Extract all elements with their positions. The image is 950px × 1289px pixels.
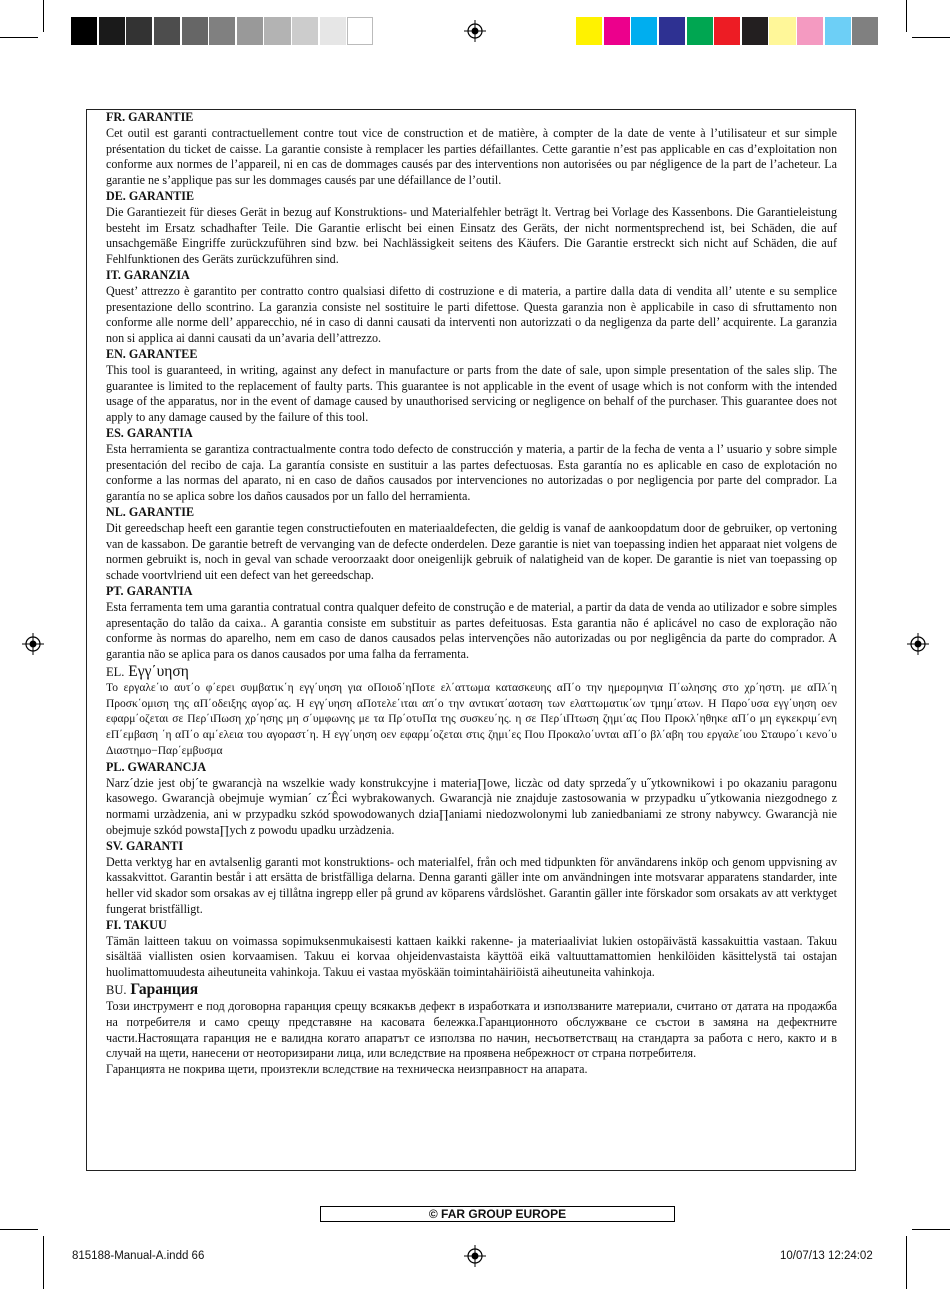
section-title-pt: PT. GARANTIA	[106, 583, 193, 598]
crop-mark-top-right-v	[906, 0, 907, 32]
slug-file-info: 815188-Manual-A.indd 66	[72, 1250, 205, 1262]
color-swatch	[604, 17, 630, 45]
color-swatch	[769, 17, 795, 45]
warranty-text	[106, 110, 837, 1078]
section-title-fr: FR. GARANTIE	[106, 110, 194, 124]
section-prefix-bu: BU.	[106, 983, 127, 998]
registration-mark-bottom-icon	[464, 1245, 486, 1267]
section-heading-el: Εγγ΄υηση	[128, 662, 189, 680]
color-swatch	[825, 17, 851, 45]
section-text-el: Το εργαλε΄ιο αυτ΄ο φ΄ερει συμβατικ΄η εγγ΄υηση για οΠοιοδ΄ηΠοτε ελ΄αττωμα κατασκευης αΠ΄ο την ημερομηνια Π΄ωλησης στο χρ΄ηστη. με αΠλ΄η Προσκ΄ομιση της αΠ΄οδειξης αγορ΄ας. Η εγγ΄υηση αΠοτελε΄ιται απ΄ο την αντικατ΄αοταση των ελαττωματικ΄ων τμημ΄ατων. Η Παρο΄υσα εγγ΄υηση οεν εφαρμ΄οζεται σε Περ΄ιΠωση χρ΄ησης μη σ΄υμφωνης με τα Πρ΄οτυΠα της συσκευ΄ης. η σε Περ΄ιΠτωση ζημι΄ας Που Προκλ΄ηθηκε αΠ΄ο μη εγκεκριμ΄ενη εΠ΄εμβαση ΄η αΠ΄ο αμ΄ελεια του αγοραστ΄η. Η εγγ΄υηση οεν εφαρμ΄οζεται στις ζημι΄ες Που Προκαλο΄υνται αΠ΄ο βλ΄αβη του εργαλε΄ιου Σταυρο΄ι κενο΄υ Διαστημο−Παρ΄εμβυσμα	[106, 681, 837, 758]
section-title-en: EN. GARANTEE	[106, 346, 198, 361]
grayscale-swatch	[154, 17, 180, 45]
section-text-fr: Cet outil est garanti contractuellement contre tout vice de construction et de matière, à compter de la date de vente à l’utilisateur et sur simple présentation du ticket de caisse. La garantie consiste à remplacer les parties défaillantes. Cette garantie n’est pas applicable en cas d’exploitation non conforme aux normes de l’appareil, ni en cas de dommages causés par des interventions non autorisées ou par négligence de la part de l’acheteur. La garantie ne s’applique pas sur les dommages causés par une défaillance de l’outil.	[106, 125, 837, 188]
section-text-bu: Този инструмент е под договорна гаранция срещу всякакъв дефект в изработката и използваните материали, считано от датата на продажба на потребителя и само срещу представяне на касовата бележка.Гаранционното обслужване се състои в замяна на дефектните части.Настоящата гаранция не е валидна когато апаратът се използва по начин, несъответстващ на стандарта за работа с него, както и в случай на щети, нанесени от неоторизирани лица, или вследствие на проявена небрежност от страна потребителя.	[106, 999, 837, 1061]
color-swatch	[797, 17, 823, 45]
section-text2-bu: Гаранцията не покрива щети, произтекли вследствие на техническа неизправност на апарата.	[106, 1062, 588, 1077]
color-swatch	[576, 17, 602, 45]
section-text-en: This tool is guaranteed, in writing, against any defect in manufacture or parts from the date of sale, upon simple presentation of the sales slip. The guarantee is limited to the replacement of faulty parts. This guarantee is not applicable in the event of usage which is not conform with the intended usage of the apparatus, nor in the event of damage caused by unauthorised servicing or negligence on behalf of the purchaser. This guarantee does not apply to any damage caused by the failure of this tool.	[106, 362, 837, 425]
section-title-pl: PL. GWARANCJA	[106, 759, 207, 774]
section-text-sv: Detta verktyg har en avtalsenlig garanti mot konstruktions- och materialfel, från och med tidpunkten för användarens inköp och genom uppvisning av kassakvittot. Garantin består i att ersätta de bristfälliga delarna. Denna garanti gäller inte om användningen inte motsvarar apparatens standarder, inte heller vid skador som orsakas av ej tillåtna ingrepp eller på grund av köparens vårdslöshet. Garantin gäller inte förskador som orsakats av att verktyget fungerat bristfälligt.	[106, 854, 837, 917]
grayscale-swatch	[99, 17, 125, 45]
registration-mark-left-icon	[22, 633, 44, 655]
section-text-de: Die Garantiezeit für dieses Gerät in bezug auf Konstruktions- und Materialfehler beträgt lt. Vertrag bei Vorlage des Kassenbons. Die Garantieleistung besteht im Ersatz schadhafter Teile. Die Garantie erlischt bei einen Einsatz des Geräts, der nicht normentsprechend ist, bei Schäden, die auf unsachgemäße Eingriffe zurückzuführen sind bzw. bei Nachlässigkeit seitens des Käufers. Die Garantie erstreckt sich nicht auf Schäden, die auf Fehlfunktionen des Geräts zurückzuführen sind.	[106, 204, 837, 267]
grayscale-swatch	[292, 17, 318, 45]
color-swatch	[659, 17, 685, 45]
crop-mark-bottom-left-h	[0, 1229, 38, 1230]
color-swatch	[687, 17, 713, 45]
registration-mark-right-icon	[907, 633, 929, 655]
section-text-fi: Tämän laitteen takuu on voimassa sopimuksenmukaisesti kattaen kaikki rakenne- ja materiaaliviat lukien ostopäivästä kassakuittia vastaan. Takuu sisältää viallisten osien korvaamisen. Takuu ei korvaa ohjeidenvastaista käyttöä eikä valtuuttamattomien henkilöiden käsittelystä tai ostajan huolimattomuudesta aiheutuneita vahinkoja. Takuu ei vastaa myöskään toimintahäiriöistä aiheutuneita vahinkoja.	[106, 933, 837, 980]
section-prefix-el: EL.	[106, 664, 125, 679]
slug-datetime: 10/07/13 12:24:02	[780, 1250, 873, 1262]
grayscale-swatch	[320, 17, 346, 45]
grayscale-swatch	[237, 17, 263, 45]
section-text-pt: Esta ferramenta tem uma garantia contratual contra qualquer defeito de construção e de material, a partir da data de venda ao utilizador e sobre simples apresentação do talão da caixa.. A garantia consiste em substituir as partes defeituosas. Esta garantia não é aplicável no caso de exploração não conforme às normas do aparelho, nem em caso de danos causados pelas intervenções não autorizadas ou por negligência da parte do comprador. A garantia não se aplica para os danos causados por uma falha da ferramenta.	[106, 599, 838, 662]
crop-mark-bottom-right-h	[912, 1229, 950, 1230]
color-swatch	[742, 17, 768, 45]
section-title-bu	[106, 981, 837, 999]
registration-mark-top-icon	[464, 20, 486, 42]
copyright-text: © FAR GROUP EUROPE	[428, 1207, 567, 1221]
crop-mark-bottom-left-v	[43, 1236, 44, 1289]
section-title-el	[106, 663, 837, 681]
grayscale-swatch	[126, 17, 152, 45]
crop-mark-bottom-right-v	[906, 1236, 907, 1289]
section-title-fi: FI. TAKUU	[106, 917, 167, 932]
section-text-nl: Dit gereedschap heeft een garantie tegen constructiefouten en materiaaldefecten, die geldig is vanaf de aankoopdatum door de gebruiker, op vertoning van de kassabon. De garantie betreft de vervanging van de defecte onderdelen. Deze garantie is niet van toepassing indien het apparaat niet volgens de normen gebruikt is, noch in geval van schade veroorzaakt door oneigenlijk gebruik of nalatigheid van de koper. De garantie is niet van toepassing op schade voortvlriend uit een defect van het gereedschap.	[106, 520, 837, 583]
section-title-es: ES. GARANTIA	[106, 425, 193, 440]
color-swatch	[852, 17, 878, 45]
section-title-sv: SV. GARANTI	[106, 838, 184, 853]
section-heading-bu: Гаранция	[130, 981, 199, 999]
section-text-pl: Narz´dzie jest obj´te gwarancjà na wszelkie wady konstrukcyjne i materia∏owe, liczàc od daty sprzeda˝y u˝ytkownikowi i po okazaniu paragonu kasowego. Gwarancjà obejmuje wymian´ cz´Êci wybrakowanych. Gwarancjà nie znajduje zastosowania w przypadku u˝ytkowania niezgodnego z normami urzàdzenia, ani w przypadku szkód spowodowanych dzia∏aniami niedozwolonymi lub zaniedbaniami ze strony nabywcy. Gwarancjà nie obejmuje szkód powsta∏ych z powodu upadku urzàdzenia.	[106, 775, 837, 838]
section-title-nl: NL. GARANTIE	[106, 504, 195, 519]
grayscale-swatch	[182, 17, 208, 45]
grayscale-swatch	[209, 17, 235, 45]
section-text-es: Esta herramienta se garantiza contractualmente contra todo defecto de construcción y materia, a partir de la fecha de venta a l’ usuario y sobre simple presentación del recibo de caja. La garantía consiste en sustituir a las partes defectuosas. Esta garantía no es aplicable en caso de explotación no conforme a las normas del aparato, ni en caso de daños causados por intervenciones no autorizadas o por negligencia por parte del comprador. La garantía no se aplica sobre los daños causados por un fallo del herramienta.	[106, 441, 837, 504]
grayscale-swatch	[264, 17, 290, 45]
grayscale-bar	[71, 17, 375, 45]
section-title-de: DE. GARANTIE	[106, 188, 195, 203]
color-swatch	[631, 17, 657, 45]
copyright-box	[320, 1206, 675, 1222]
color-bar	[576, 17, 880, 45]
section-text-it: Quest’ attrezzo è garantito per contratto contro qualsiasi difetto di costruzione e di materia, a partire dalla data di vendita all’ utente e su semplice presentazione dello scontrino. La garanzia consiste nel sostituire le parti difettose. Questa garanzia non è applicabile in caso di sfruttamento non conforme alle norme dell’ apparecchio, né in caso di danni causati da interventi non autorizzati o da negligenza da parte dell’ acquirente. La garanzia non si applica ai danni causati da un’avaria dell’attrezzo.	[106, 283, 837, 346]
crop-mark-top-left-h	[0, 37, 38, 38]
crop-mark-top-left-v	[43, 0, 44, 32]
color-swatch	[714, 17, 740, 45]
crop-mark-top-right-h	[912, 37, 950, 38]
grayscale-swatch	[347, 17, 373, 45]
grayscale-swatch	[71, 17, 97, 45]
section-title-it: IT. GARANZIA	[106, 267, 190, 282]
